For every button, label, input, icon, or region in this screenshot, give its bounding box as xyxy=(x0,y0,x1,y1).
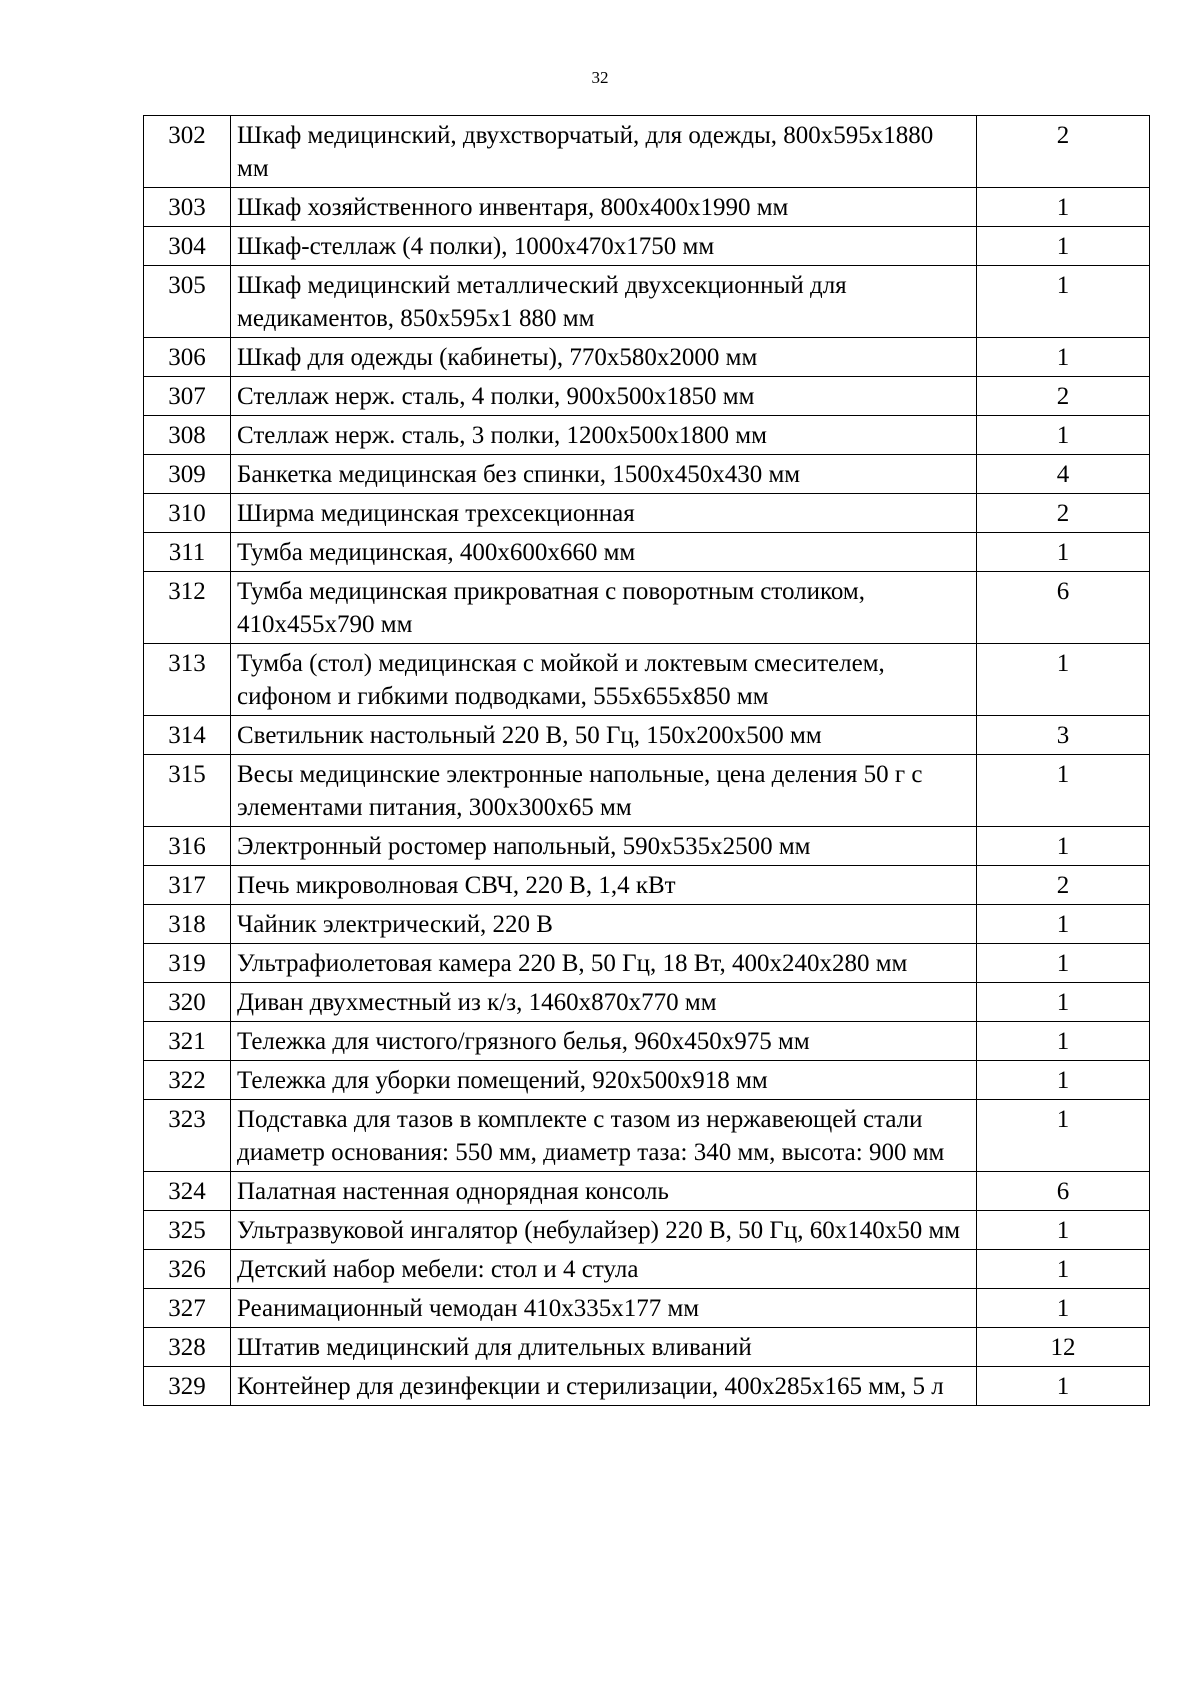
quantity-cell: 2 xyxy=(977,866,1150,905)
table-row xyxy=(144,1250,1150,1289)
item-name-cell: Контейнер для дезинфекции и стерилизации, 400х285х165 мм, 5 л xyxy=(231,1367,977,1406)
item-name-cell: Реанимационный чемодан 410х335х177 мм xyxy=(231,1289,977,1328)
row-number-cell: 325 xyxy=(144,1211,231,1250)
row-number-cell: 324 xyxy=(144,1172,231,1211)
table-row xyxy=(144,533,1150,572)
quantity-cell: 2 xyxy=(977,494,1150,533)
quantity-cell: 1 xyxy=(977,1100,1150,1172)
row-number-cell: 302 xyxy=(144,116,231,188)
quantity-cell: 1 xyxy=(977,1022,1150,1061)
item-name-cell: Ширма медицинская трехсекционная xyxy=(231,494,977,533)
row-number-cell: 310 xyxy=(144,494,231,533)
quantity-cell: 6 xyxy=(977,1172,1150,1211)
table-row xyxy=(144,1061,1150,1100)
quantity-cell: 1 xyxy=(977,266,1150,338)
quantity-cell: 2 xyxy=(977,377,1150,416)
item-name-cell: Штатив медицинский для длительных вливаний xyxy=(231,1328,977,1367)
row-number-cell: 317 xyxy=(144,866,231,905)
item-name-cell: Печь микроволновая СВЧ, 220 В, 1,4 кВт xyxy=(231,866,977,905)
item-name-cell: Шкаф для одежды (кабинеты), 770х580х2000 мм xyxy=(231,338,977,377)
row-number-cell: 314 xyxy=(144,716,231,755)
quantity-cell: 1 xyxy=(977,1289,1150,1328)
item-name-cell: Детский набор мебели: стол и 4 стула xyxy=(231,1250,977,1289)
table-row xyxy=(144,944,1150,983)
row-number-cell: 322 xyxy=(144,1061,231,1100)
table-row xyxy=(144,644,1150,716)
table-row xyxy=(144,716,1150,755)
item-name-cell: Шкаф медицинский, двухстворчатый, для одежды, 800х595х1880 мм xyxy=(231,116,977,188)
item-name-cell: Электронный ростомер напольный, 590х535х2500 мм xyxy=(231,827,977,866)
row-number-cell: 328 xyxy=(144,1328,231,1367)
quantity-cell: 1 xyxy=(977,1211,1150,1250)
quantity-cell: 1 xyxy=(977,755,1150,827)
row-number-cell: 321 xyxy=(144,1022,231,1061)
item-name-cell: Тумба (стол) медицинская с мойкой и локтевым смесителем, сифоном и гибкими подводками, 555х655х850 мм xyxy=(231,644,977,716)
quantity-cell: 1 xyxy=(977,1367,1150,1406)
table-row xyxy=(144,227,1150,266)
table-row xyxy=(144,1172,1150,1211)
page-number: 32 xyxy=(591,68,609,87)
table-row xyxy=(144,866,1150,905)
quantity-cell: 3 xyxy=(977,716,1150,755)
item-name-cell: Тележка для чистого/грязного белья, 960х450х975 мм xyxy=(231,1022,977,1061)
item-name-cell: Банкетка медицинская без спинки, 1500х450х430 мм xyxy=(231,455,977,494)
table-row xyxy=(144,827,1150,866)
row-number-cell: 307 xyxy=(144,377,231,416)
quantity-cell: 12 xyxy=(977,1328,1150,1367)
row-number-cell: 327 xyxy=(144,1289,231,1328)
row-number-cell: 323 xyxy=(144,1100,231,1172)
quantity-cell: 1 xyxy=(977,983,1150,1022)
item-name-cell: Палатная настенная однорядная консоль xyxy=(231,1172,977,1211)
item-name-cell: Тумба медицинская, 400х600х660 мм xyxy=(231,533,977,572)
quantity-cell: 1 xyxy=(977,1061,1150,1100)
row-number-cell: 318 xyxy=(144,905,231,944)
row-number-cell: 311 xyxy=(144,533,231,572)
table-row xyxy=(144,266,1150,338)
row-number-cell: 320 xyxy=(144,983,231,1022)
item-name-cell: Чайник электрический, 220 В xyxy=(231,905,977,944)
item-name-cell: Ультразвуковой ингалятор (небулайзер) 220 В, 50 Гц, 60х140х50 мм xyxy=(231,1211,977,1250)
table-row xyxy=(144,116,1150,188)
row-number-cell: 304 xyxy=(144,227,231,266)
item-name-cell: Стеллаж нерж. сталь, 4 полки, 900х500х1850 мм xyxy=(231,377,977,416)
quantity-cell: 1 xyxy=(977,416,1150,455)
table-row xyxy=(144,983,1150,1022)
table-row xyxy=(144,572,1150,644)
quantity-cell: 1 xyxy=(977,533,1150,572)
item-name-cell: Шкаф-стеллаж (4 полки), 1000х470х1750 мм xyxy=(231,227,977,266)
row-number-cell: 309 xyxy=(144,455,231,494)
row-number-cell: 306 xyxy=(144,338,231,377)
table-row xyxy=(144,377,1150,416)
quantity-cell: 1 xyxy=(977,1250,1150,1289)
equipment-table-body xyxy=(144,116,1150,1406)
quantity-cell: 1 xyxy=(977,827,1150,866)
row-number-cell: 319 xyxy=(144,944,231,983)
item-name-cell: Светильник настольный 220 В, 50 Гц, 150х200х500 мм xyxy=(231,716,977,755)
row-number-cell: 312 xyxy=(144,572,231,644)
row-number-cell: 308 xyxy=(144,416,231,455)
table-row xyxy=(144,1211,1150,1250)
table-row xyxy=(144,188,1150,227)
row-number-cell: 303 xyxy=(144,188,231,227)
quantity-cell: 1 xyxy=(977,644,1150,716)
item-name-cell: Ультрафиолетовая камера 220 В, 50 Гц, 18 Вт, 400х240х280 мм xyxy=(231,944,977,983)
row-number-cell: 305 xyxy=(144,266,231,338)
row-number-cell: 316 xyxy=(144,827,231,866)
item-name-cell: Шкаф медицинский металлический двухсекционный для медикаментов, 850х595х1 880 мм xyxy=(231,266,977,338)
table-row xyxy=(144,1367,1150,1406)
row-number-cell: 329 xyxy=(144,1367,231,1406)
quantity-cell: 1 xyxy=(977,227,1150,266)
table-row xyxy=(144,338,1150,377)
quantity-cell: 1 xyxy=(977,338,1150,377)
quantity-cell: 6 xyxy=(977,572,1150,644)
item-name-cell: Тумба медицинская прикроватная с поворотным столиком, 410х455х790 мм xyxy=(231,572,977,644)
quantity-cell: 1 xyxy=(977,188,1150,227)
item-name-cell: Шкаф хозяйственного инвентаря, 800х400х1990 мм xyxy=(231,188,977,227)
row-number-cell: 315 xyxy=(144,755,231,827)
table-row xyxy=(144,455,1150,494)
item-name-cell: Тележка для уборки помещений, 920х500х918 мм xyxy=(231,1061,977,1100)
table-row xyxy=(144,1100,1150,1172)
equipment-table xyxy=(143,115,1150,1406)
item-name-cell: Весы медицинские электронные напольные, цена деления 50 г с элементами питания, 300х300х65 мм xyxy=(231,755,977,827)
table-row xyxy=(144,1022,1150,1061)
quantity-cell: 2 xyxy=(977,116,1150,188)
table-row xyxy=(144,905,1150,944)
row-number-cell: 313 xyxy=(144,644,231,716)
quantity-cell: 1 xyxy=(977,944,1150,983)
item-name-cell: Диван двухместный из к/з, 1460х870х770 мм xyxy=(231,983,977,1022)
quantity-cell: 1 xyxy=(977,905,1150,944)
table-row xyxy=(144,1289,1150,1328)
table-row xyxy=(144,1328,1150,1367)
quantity-cell: 4 xyxy=(977,455,1150,494)
table-row xyxy=(144,416,1150,455)
item-name-cell: Стеллаж нерж. сталь, 3 полки, 1200х500х1800 мм xyxy=(231,416,977,455)
table-row xyxy=(144,755,1150,827)
item-name-cell: Подставка для тазов в комплекте с тазом из нержавеющей стали диаметр основания: 550 мм, диаметр таза: 340 мм, высота: 900 мм xyxy=(231,1100,977,1172)
table-row xyxy=(144,494,1150,533)
row-number-cell: 326 xyxy=(144,1250,231,1289)
